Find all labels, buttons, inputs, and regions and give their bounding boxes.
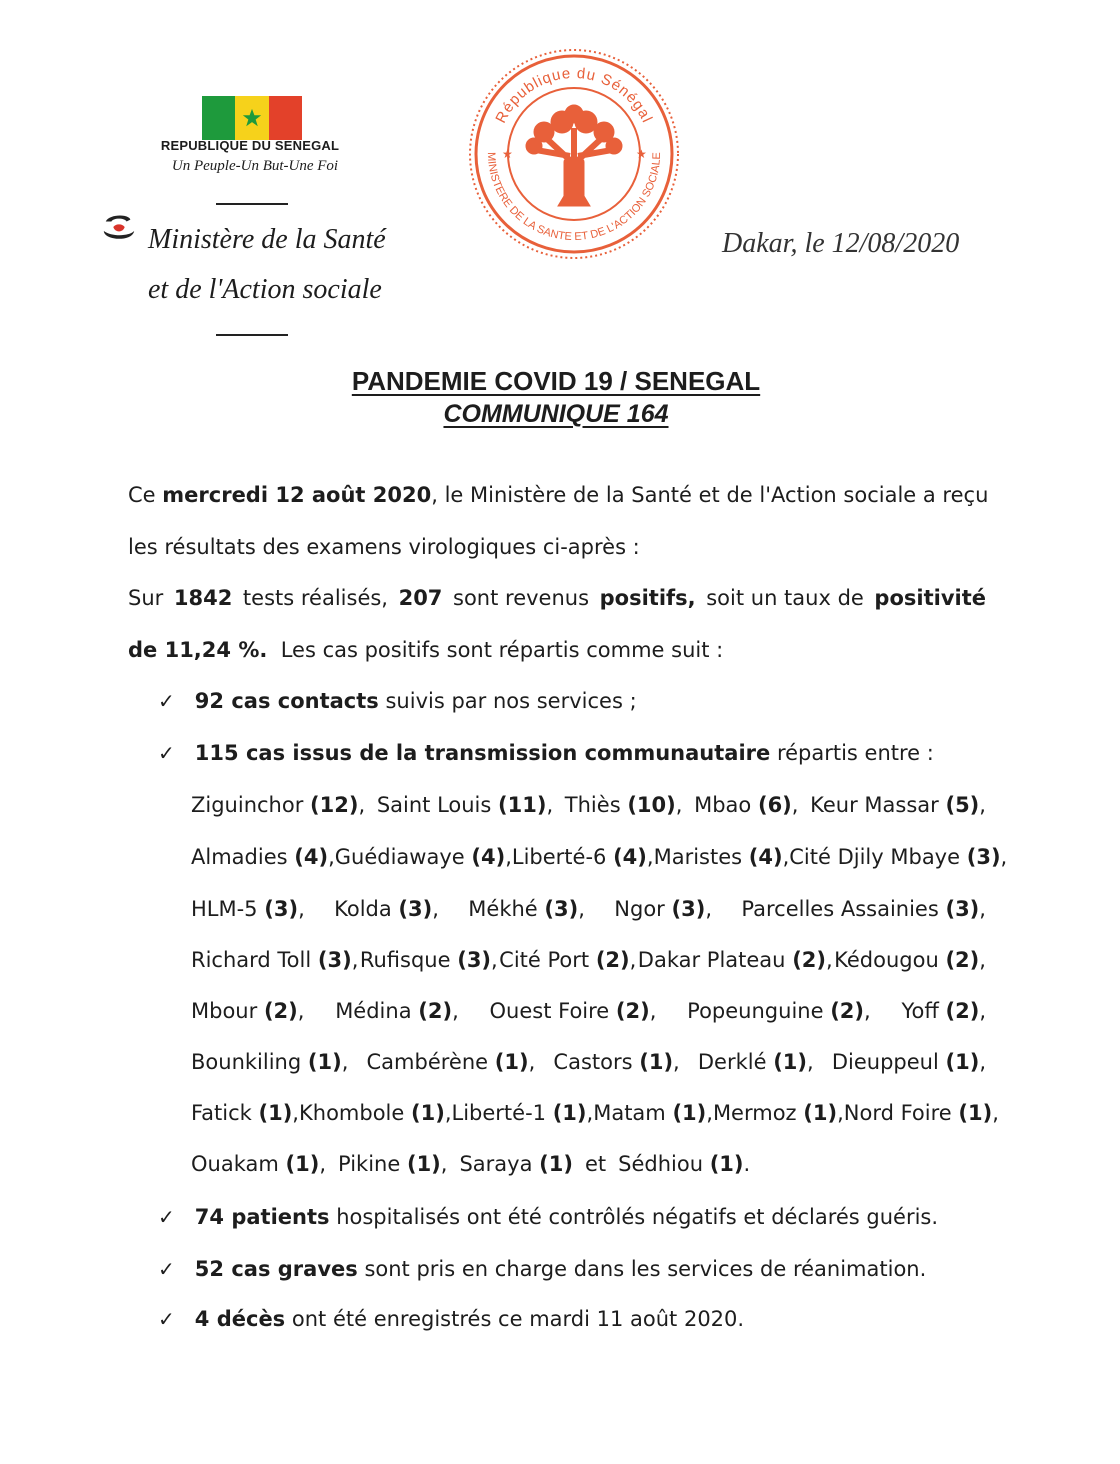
locality-count: (12) — [310, 793, 359, 817]
header-divider-bottom — [216, 334, 288, 336]
locality-item: Dieuppeul (1), — [831, 1050, 986, 1074]
localities-line — [191, 845, 1008, 869]
title-text: PANDEMIE COVID 19 / SENEGAL — [351, 366, 761, 396]
locality-item: Ouest Foire (2), — [489, 999, 657, 1023]
locality-item: Liberté-6 (4), — [511, 845, 654, 869]
star-icon — [241, 107, 263, 129]
intro-line-3: Sur 1842 tests réalisés, 207 sont revenus positifs, soit un taux de positivité — [128, 586, 986, 610]
locality-item: HLM-5 (3), — [191, 897, 305, 921]
ministry-name-line1: Ministère de la Santé — [148, 224, 386, 255]
locality-count: (3) — [398, 897, 433, 921]
checkmark-icon: ✓ — [158, 741, 175, 765]
locality-count: (1) — [406, 1152, 441, 1176]
intro-line-4: de 11,24 %. Les cas positifs sont répartis comme suit : — [128, 638, 724, 662]
locality-count: (3) — [317, 948, 352, 972]
svg-text:★: ★ — [636, 147, 647, 161]
stamp-bottom-text: MINISTERE DE LA SANTE ET DE L'ACTION SOCIALE — [484, 151, 664, 244]
localities-line — [191, 1101, 999, 1125]
checkmark-icon: ✓ — [158, 1257, 175, 1281]
locality-count: (1) — [258, 1101, 293, 1125]
senegal-flag — [202, 96, 302, 140]
locality-count: (4) — [294, 845, 329, 869]
locality-count: (10) — [627, 793, 676, 817]
locality-item: Derklé (1), — [697, 1050, 814, 1074]
locality-item: Cité Djily Mbaye (3), — [789, 845, 1008, 869]
locality-count: (1) — [307, 1050, 342, 1074]
locality-item: Kédougou (2), — [834, 948, 986, 972]
locality-count: (1) — [285, 1152, 320, 1176]
locality-item: Cambérène (1), — [366, 1050, 536, 1074]
ministry-name-line2: et de l'Action sociale — [148, 274, 382, 305]
locality-item: Pikine (1), — [338, 1152, 448, 1176]
locality-count: (1) — [773, 1050, 808, 1074]
locality-item: Ziguinchor (12), — [191, 793, 366, 817]
locality-item: Sédhiou (1). — [618, 1152, 751, 1176]
locality-count: (3) — [966, 845, 1001, 869]
flag-red-band — [269, 96, 302, 140]
locality-item: Kolda (3), — [334, 897, 439, 921]
header-divider-top — [216, 203, 288, 205]
locality-item: Maristes (4), — [653, 845, 790, 869]
stamp-top-text: République du Sénégal — [492, 64, 656, 126]
locality-count: (2) — [830, 999, 865, 1023]
official-stamp — [466, 46, 682, 262]
document-title — [0, 366, 1112, 397]
locality-count: (1) — [958, 1101, 993, 1125]
locality-count: (1) — [539, 1152, 573, 1176]
locality-item: Thiès (10), — [564, 793, 683, 817]
locality-item: Ouakam (1), — [191, 1152, 327, 1176]
locality-item: Ngor (3), — [614, 897, 713, 921]
locality-item: Yoff (2), — [901, 999, 986, 1023]
positive-count: 207 — [398, 586, 443, 610]
intro-line-2: les résultats des examens virologiques ci-après : — [128, 535, 640, 559]
document-subtitle — [0, 400, 1112, 429]
bullet-contacts: ✓ 92 cas contacts suivis par nos services ; — [158, 689, 637, 713]
locality-item: Mermoz (1), — [712, 1101, 844, 1125]
connector-et: et — [584, 1152, 607, 1176]
locality-item: Matam (1), — [593, 1101, 713, 1125]
bullet-severe: ✓ 52 cas graves sont pris en charge dans les services de réanimation. — [158, 1257, 927, 1281]
tests-count: 1842 — [173, 586, 233, 610]
locality-count: (2) — [945, 999, 980, 1023]
locality-item: Rufisque (3), — [359, 948, 498, 972]
bullet-deaths: ✓ 4 décès ont été enregistrés ce mardi 11 août 2020. — [158, 1307, 745, 1331]
locality-item: Guédiawaye (4), — [334, 845, 512, 869]
locality-item: Mbao (6), — [694, 793, 799, 817]
locality-item: Fatick (1), — [191, 1101, 299, 1125]
subtitle-text: COMMUNIQUE 164 — [443, 400, 669, 428]
locality-item: Mékhé (3), — [468, 897, 585, 921]
ministry-logo-icon — [100, 212, 138, 248]
locality-count: (1) — [494, 1050, 529, 1074]
locality-count: (4) — [748, 845, 783, 869]
locality-item: Almadies (4), — [191, 845, 335, 869]
bullet-recovered: ✓ 74 patients hospitalisés ont été contrôlés négatifs et déclarés guéris. — [158, 1205, 939, 1229]
locality-count: (5) — [945, 793, 980, 817]
locality-item: Dakar Plateau (2), — [637, 948, 833, 972]
intro-line-1: Ce mercredi 12 août 2020, le Ministère de la Santé et de l'Action sociale a reçu — [128, 483, 989, 507]
locality-count: (1) — [639, 1050, 674, 1074]
locality-item: Castors (1), — [553, 1050, 680, 1074]
locality-item: Keur Massar (5), — [810, 793, 986, 817]
report-day: mercredi 12 août 2020 — [162, 483, 432, 507]
localities-line — [191, 948, 986, 972]
locality-count: (2) — [615, 999, 650, 1023]
locality-count: (2) — [418, 999, 453, 1023]
localities-line — [191, 793, 986, 817]
locality-item: Parcelles Assainies (3), — [741, 897, 986, 921]
localities-line — [191, 897, 986, 921]
locality-count: (3) — [457, 948, 492, 972]
bullet-community: ✓ 115 cas issus de la transmission communautaire répartis entre : — [158, 741, 934, 765]
locality-count: (1) — [552, 1101, 587, 1125]
locality-count: (1) — [945, 1050, 980, 1074]
flag-green-band — [202, 96, 235, 140]
locality-item: Saraya (1) — [459, 1152, 573, 1176]
locality-count: (1) — [709, 1152, 744, 1176]
locality-item: Mbour (2), — [191, 999, 305, 1023]
locality-item: Saint Louis (11), — [376, 793, 554, 817]
baobab-tree-icon — [526, 105, 622, 206]
checkmark-icon: ✓ — [158, 1307, 175, 1331]
locality-item: Nord Foire (1), — [843, 1101, 999, 1125]
locality-count: (3) — [544, 897, 579, 921]
locality-item: Cité Port (2), — [499, 948, 637, 972]
locality-count: (2) — [595, 948, 630, 972]
locality-item: Bounkiling (1), — [191, 1050, 349, 1074]
locality-item: Popeunguine (2), — [687, 999, 871, 1023]
locality-count: (3) — [945, 897, 980, 921]
locality-count: (1) — [803, 1101, 838, 1125]
localities-line — [191, 1050, 986, 1074]
republic-label: REPUBLIQUE DU SENEGAL — [160, 138, 340, 153]
localities-line — [191, 1152, 750, 1176]
flag-yellow-band — [235, 96, 268, 140]
locality-count: (2) — [945, 948, 980, 972]
locality-count: (1) — [672, 1101, 707, 1125]
national-motto: Un Peuple-Un But-Une Foi — [171, 158, 339, 174]
svg-text:★: ★ — [502, 147, 513, 161]
checkmark-icon: ✓ — [158, 1205, 175, 1229]
locality-count: (4) — [613, 845, 647, 869]
locality-count: (6) — [757, 793, 792, 817]
localities-line — [191, 999, 986, 1023]
locality-count: (4) — [471, 845, 506, 869]
locality-item: Liberté-1 (1), — [451, 1101, 594, 1125]
locality-item: Richard Toll (3), — [191, 948, 359, 972]
locality-count: (3) — [671, 897, 706, 921]
locality-count: (2) — [792, 948, 826, 972]
document-date: Dakar, le 12/08/2020 — [722, 228, 960, 259]
positivity-rate: de 11,24 %. — [128, 638, 268, 662]
locality-item: Médina (2), — [335, 999, 459, 1023]
locality-count: (3) — [264, 897, 299, 921]
locality-count: (1) — [411, 1101, 445, 1125]
checkmark-icon: ✓ — [158, 689, 175, 713]
locality-count: (11) — [498, 793, 547, 817]
locality-item: Khombole (1), — [298, 1101, 452, 1125]
locality-count: (2) — [263, 999, 298, 1023]
